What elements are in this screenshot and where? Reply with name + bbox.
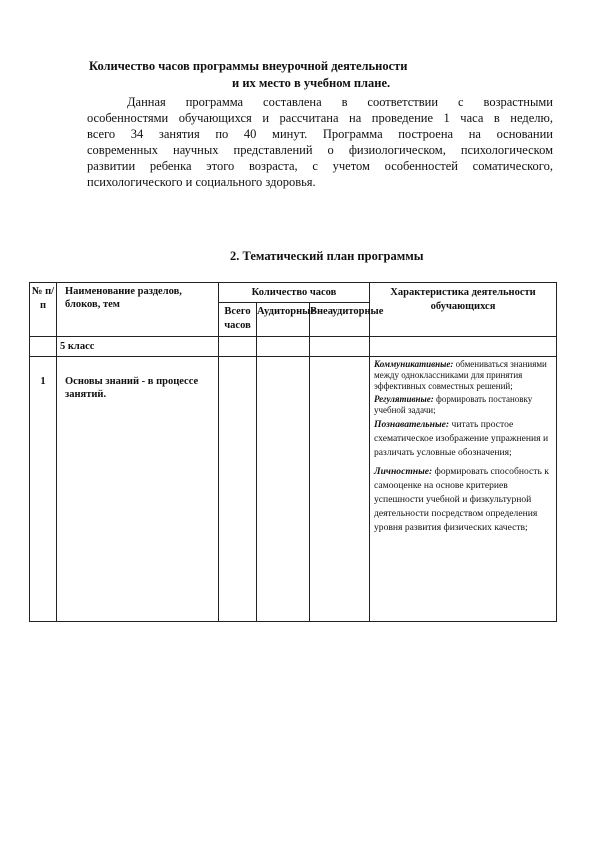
paragraph-line: всего 34 занятия по 40 минут. Программа построена на основании [87, 127, 553, 141]
header-hours: Количество часов [219, 283, 370, 303]
paragraph-line: особенностями обучающихся и рассчитана на проведение 1 часа в неделю, [87, 111, 553, 125]
class-row-num [30, 337, 57, 357]
row-topic: Основы знаний - в процессе занятий. [57, 357, 219, 622]
intro-paragraph [87, 94, 553, 190]
header-classroom-hours: Аудиторные [257, 303, 310, 337]
header-characteristics: Характеристика деятельности обучающихся [370, 283, 557, 337]
cognitive-item: Познавательные: читать простое схематическое изображение упражнения и различать условные обозначения; [374, 419, 549, 458]
row-extra-hours [310, 357, 370, 622]
row-classroom-hours [257, 357, 310, 622]
row-characteristics [370, 357, 557, 622]
paragraph-line: Данная программа составлена в соответствии с возрастными [127, 95, 553, 109]
document-title-line2: и их место в учебном плане. [232, 76, 391, 90]
class-row-label: 5 класс [57, 337, 219, 357]
communicative-item: Коммуникативные: обмениваться знаниями между одноклассниками для принятия эффективных совместных решений; [374, 359, 547, 391]
paragraph-line: современных научных представлений о физиологическом, психологическом [87, 143, 553, 157]
row-total-hours [219, 357, 257, 622]
header-name: Наименование разделов, блоков, тем [57, 283, 219, 337]
thematic-plan-table [29, 282, 557, 622]
paragraph-line: психологического и социального здоровья. [87, 175, 316, 189]
regulative-item: Регулятивные: формировать постановку учебной задачи; [374, 394, 533, 415]
row-num: 1 [30, 357, 57, 622]
header-num: № п/п [30, 283, 57, 337]
header-total-hours: Всего часов [219, 303, 257, 337]
header-extra-hours: Внеаудиторные [310, 303, 370, 337]
paragraph-line: развитии ребенка этого возраста, с учетом особенностей соматического, [87, 159, 553, 173]
document-title-line1: Количество часов программы внеурочной деятельности [89, 59, 408, 73]
table-row [30, 357, 557, 622]
personal-item: Личностные: формировать способность к самооценке на основе критериев успешности учебной и физкультурной деятельности посредством определения уровня развития физических качеств; [374, 466, 549, 533]
section-title: 2. Тематический план программы [230, 249, 424, 263]
